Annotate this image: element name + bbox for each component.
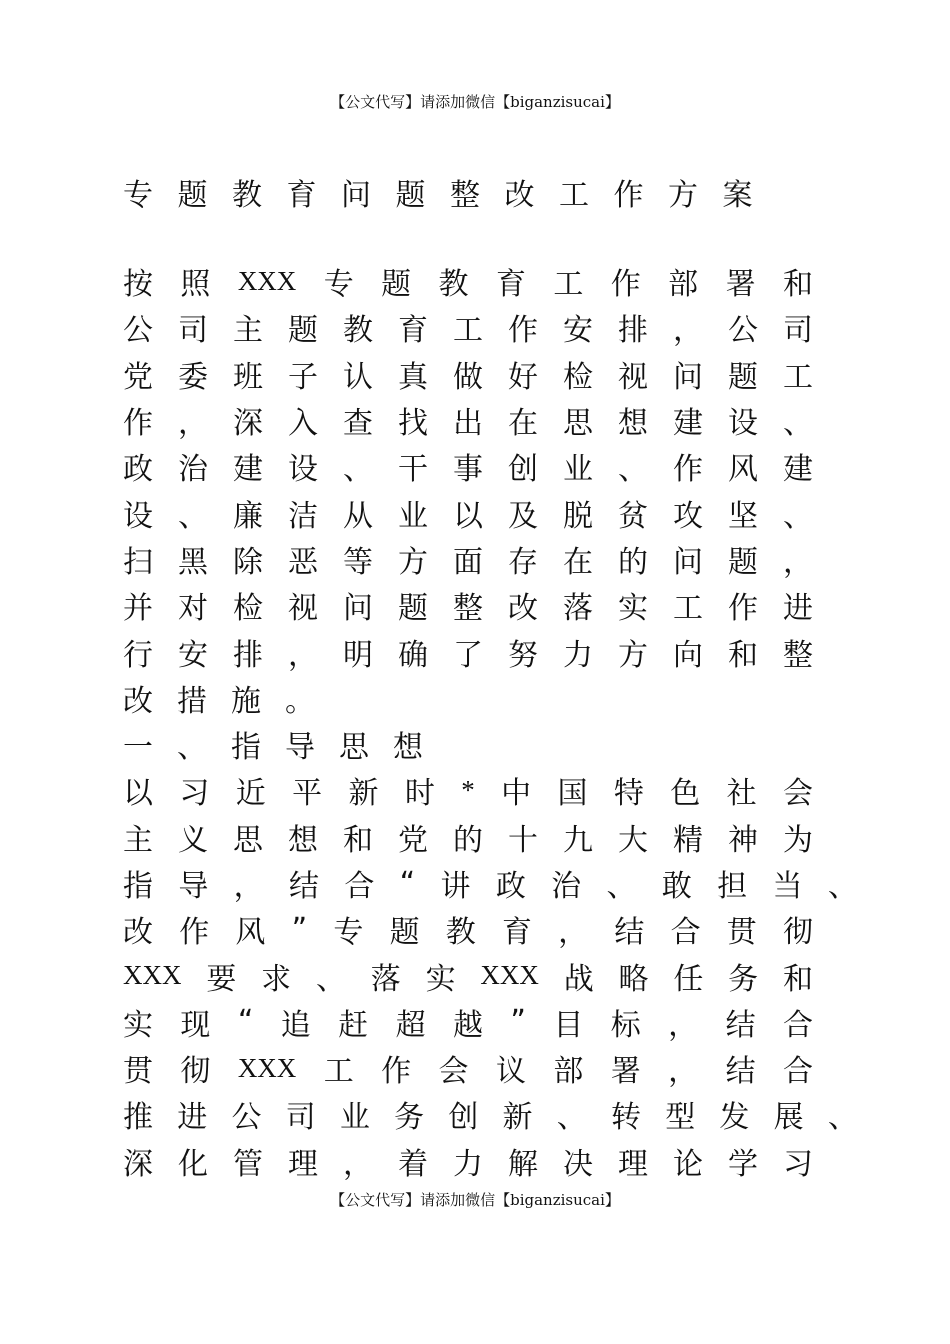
body-char: 和: [343, 822, 373, 858]
body-char: 务: [728, 961, 759, 997]
body-char: 向: [673, 637, 703, 673]
body-char: 略: [618, 961, 649, 997]
body-char: 会: [783, 776, 813, 812]
body-line: [123, 1045, 813, 1091]
body-char: 攻: [673, 498, 703, 534]
body-char: 求: [261, 961, 292, 997]
body-char: 要: [206, 961, 237, 997]
body-char: *: [461, 774, 475, 805]
body-char: ，: [558, 915, 589, 951]
body-char: 论: [673, 1146, 703, 1182]
body-char: 题: [728, 359, 758, 395]
body-char: 合: [782, 1054, 813, 1090]
body-char: 风: [728, 452, 758, 488]
body-char: 习: [783, 1146, 813, 1182]
body-char: 、: [315, 961, 346, 997]
body-line: [123, 397, 813, 443]
body-char: 工: [783, 359, 813, 395]
body-char: 方: [618, 637, 648, 673]
body-char: 问: [673, 544, 703, 580]
body-char: 国: [557, 776, 588, 812]
body-char: 改: [123, 915, 153, 951]
body-char: 主: [123, 822, 153, 858]
body-char: “: [237, 1004, 254, 1040]
body-char: XXX: [123, 960, 182, 991]
body-line: [123, 814, 813, 860]
body-line: [123, 906, 813, 952]
body-char: 当: [772, 869, 803, 904]
body-char: 及: [508, 498, 538, 534]
body-char: 一: [123, 730, 153, 766]
body-char: 目: [553, 1007, 584, 1043]
body-char: 实: [123, 1007, 153, 1043]
body-char: “: [399, 865, 416, 901]
body-char: 工: [453, 313, 483, 349]
body-char: 题: [389, 915, 420, 951]
body-char: XXX: [237, 265, 297, 296]
body-char: XXX: [237, 1052, 297, 1083]
body-char: 作: [728, 591, 758, 627]
body-char: 十: [508, 822, 538, 858]
body-line: [123, 1091, 858, 1137]
body-char: 风: [235, 915, 266, 951]
body-char: 思: [339, 730, 369, 766]
body-char: 、: [783, 498, 813, 534]
body-char: 按: [123, 267, 153, 303]
body-char: 入: [288, 406, 318, 442]
body-char: 对: [178, 591, 208, 627]
body-char: 确: [398, 637, 428, 673]
body-char: 想: [393, 730, 423, 766]
body-char: 安: [563, 313, 593, 349]
body-char: 神: [728, 822, 758, 858]
body-char: 题: [381, 267, 412, 303]
body-char: 专: [323, 267, 354, 303]
body-char: 务: [394, 1100, 425, 1136]
body-char: 、: [556, 1100, 587, 1136]
body-char: 作: [673, 452, 703, 488]
body-char: ，: [343, 1146, 373, 1182]
body-char: 和: [782, 961, 813, 997]
body-char: 设: [728, 406, 758, 442]
body-char: 社: [726, 776, 757, 812]
body-char: 贯: [726, 915, 757, 951]
body-char: 以: [453, 498, 483, 534]
body-char: 育: [398, 313, 428, 349]
body-char: 题: [728, 544, 758, 580]
body-line: [123, 675, 813, 721]
body-char: 司: [783, 313, 813, 349]
body-char: 学: [728, 1146, 758, 1182]
body-char: 并: [123, 591, 153, 627]
body-char: 教: [438, 267, 469, 303]
body-char: 施: [231, 683, 261, 719]
body-char: 建: [673, 406, 703, 442]
body-char: 公: [123, 313, 153, 349]
body-char: 色: [670, 776, 701, 812]
body-char: 安: [178, 637, 208, 673]
body-char: 平: [292, 776, 323, 812]
body-char: 的: [618, 544, 648, 580]
body-char: 深: [123, 1146, 153, 1182]
body-char: 等: [343, 544, 373, 580]
body-char: 除: [233, 544, 263, 580]
body-char: 创: [508, 452, 538, 488]
body-char: 题: [288, 313, 318, 349]
body-char: 教: [343, 313, 373, 349]
body-char: 赶: [338, 1007, 369, 1043]
body-char: 视: [618, 359, 648, 395]
body-char: 推: [123, 1100, 153, 1136]
body-char: 议: [495, 1054, 526, 1090]
body-char: 想: [618, 406, 648, 442]
body-char: 深: [233, 406, 263, 442]
body-char: 结: [288, 869, 319, 904]
body-line: [123, 999, 813, 1045]
body-char: 落: [563, 591, 593, 627]
body-char: 了: [453, 637, 483, 673]
body-char: 敢: [661, 869, 692, 904]
body-char: 合: [344, 869, 375, 904]
body-char: 工: [553, 267, 584, 303]
body-char: 彻: [782, 915, 813, 951]
body-char: 工: [673, 591, 703, 627]
body-char: 导: [285, 730, 315, 766]
body-char: 排: [233, 637, 263, 673]
body-char: ，: [178, 406, 208, 442]
body-char: 检: [563, 359, 593, 395]
body-char: 时: [404, 776, 435, 812]
body-char: 理: [288, 1146, 318, 1182]
body-char: 导: [178, 869, 209, 904]
body-char: 问: [343, 591, 373, 627]
body-char: ，: [288, 637, 318, 673]
body-char: 特: [613, 776, 644, 812]
body-line: [123, 860, 858, 906]
body-char: 廉: [233, 498, 263, 534]
body-char: 解: [508, 1146, 538, 1182]
body-char: 进: [177, 1100, 208, 1136]
body-char: 新: [348, 776, 379, 812]
body-char: 黑: [178, 544, 208, 580]
body-char: 近: [235, 776, 266, 812]
body-char: 照: [180, 267, 211, 303]
body-char: 公: [728, 313, 758, 349]
body-char: 署: [725, 267, 756, 303]
body-char: 、: [827, 1100, 858, 1136]
body-char: 改: [123, 683, 153, 719]
body-char: 查: [343, 406, 373, 442]
body-char: 超: [395, 1007, 426, 1043]
body-char: 在: [508, 406, 538, 442]
body-line: [123, 582, 813, 628]
body-char: 越: [452, 1007, 483, 1043]
body-line: [123, 443, 813, 489]
body-char: 理: [618, 1146, 648, 1182]
body-char: 主: [233, 313, 263, 349]
body-char: 思: [233, 822, 263, 858]
body-char: 展: [773, 1100, 804, 1136]
body-char: 型: [665, 1100, 696, 1136]
body-char: 委: [178, 359, 208, 395]
body-char: 方: [398, 544, 428, 580]
body-char: 实: [618, 591, 648, 627]
body-char: 化: [178, 1146, 208, 1182]
body-char: 中: [501, 776, 532, 812]
body-char: 想: [288, 822, 318, 858]
body-char: 整: [783, 637, 813, 673]
body-char: 作: [610, 267, 641, 303]
body-char: 明: [343, 637, 373, 673]
body-char: 会: [438, 1054, 469, 1090]
body-char: 班: [233, 359, 263, 395]
body-char: 排: [618, 313, 648, 349]
body-char: 视: [288, 591, 318, 627]
body-char: 脱: [563, 498, 593, 534]
body-char: 建: [233, 452, 263, 488]
body-char: 新: [502, 1100, 533, 1136]
body-char: 政: [495, 869, 526, 904]
body-char: 认: [343, 359, 373, 395]
body-char: 、: [606, 869, 637, 904]
body-char: 部: [553, 1054, 584, 1090]
body-char: 部: [668, 267, 699, 303]
body-char: 力: [563, 637, 593, 673]
body-char: 力: [453, 1146, 483, 1182]
body-char: 义: [178, 822, 208, 858]
body-char: 为: [783, 822, 813, 858]
body-char: 措: [177, 683, 207, 719]
body-char: 结: [725, 1054, 756, 1090]
body-char: 思: [563, 406, 593, 442]
body-char: 指: [231, 730, 261, 766]
body-char: 教: [445, 915, 476, 951]
body-char: 实: [425, 961, 456, 997]
body-char: 和: [782, 267, 813, 303]
body-char: 努: [508, 637, 538, 673]
body-char: 创: [448, 1100, 479, 1136]
body-char: 作: [123, 406, 153, 442]
body-char: 找: [398, 406, 428, 442]
body-char: 面: [453, 544, 483, 580]
body-char: 整: [453, 591, 483, 627]
body-char: 洁: [288, 498, 318, 534]
body-char: 署: [610, 1054, 641, 1090]
body-char: 、: [178, 498, 208, 534]
body-char: 九: [563, 822, 593, 858]
body-char: 恶: [288, 544, 318, 580]
body-line: [123, 952, 813, 998]
body-char: 精: [673, 822, 703, 858]
body-char: 在: [563, 544, 593, 580]
body-char: 做: [453, 359, 483, 395]
body-char: 转: [610, 1100, 641, 1136]
body-char: 、: [177, 730, 207, 766]
body-char: 党: [123, 359, 153, 395]
body-char: 专: [333, 915, 364, 951]
body-char: 标: [610, 1007, 641, 1043]
body-char: 治: [551, 869, 582, 904]
body-char: 讲: [440, 869, 471, 904]
body-char: 业: [563, 452, 593, 488]
body-char: 合: [670, 915, 701, 951]
body-char: 进: [783, 591, 813, 627]
body-char: 、: [827, 869, 858, 904]
body-char: 好: [508, 359, 538, 395]
body-char: XXX: [480, 960, 539, 991]
body-char: 司: [178, 313, 208, 349]
body-char: 作: [508, 313, 538, 349]
body-char: 从: [343, 498, 373, 534]
body-char: 育: [495, 267, 526, 303]
body-char: 作: [179, 915, 210, 951]
body-char: 真: [398, 359, 428, 395]
body-text: [123, 258, 858, 1184]
body-char: 现: [180, 1007, 211, 1043]
body-line: [123, 767, 813, 813]
body-line: [123, 304, 813, 350]
body-char: 习: [179, 776, 210, 812]
body-line: [123, 351, 813, 397]
body-line: [123, 628, 813, 674]
body-char: 政: [123, 452, 153, 488]
body-char: ，: [668, 1054, 699, 1090]
body-char: 彻: [180, 1054, 211, 1090]
body-char: 追: [280, 1007, 311, 1043]
body-char: 治: [178, 452, 208, 488]
header-note: 【公文代写】请添加微信【biganzisucai】: [330, 93, 620, 111]
body-char: 任: [673, 961, 704, 997]
body-char: 育: [501, 915, 532, 951]
body-line: [123, 536, 813, 582]
body-char: 子: [288, 359, 318, 395]
body-char: ”: [291, 911, 308, 947]
body-char: 设: [288, 452, 318, 488]
body-char: 结: [725, 1007, 756, 1043]
body-char: 业: [339, 1100, 370, 1136]
body-char: ”: [510, 1004, 526, 1040]
body-char: 工: [323, 1054, 354, 1090]
body-char: 战: [563, 961, 594, 997]
body-char: 事: [453, 452, 483, 488]
body-char: 落: [370, 961, 401, 997]
body-char: 党: [398, 822, 428, 858]
body-char: 行: [123, 637, 153, 673]
body-char: ，: [233, 869, 264, 904]
body-char: 设: [123, 498, 153, 534]
body-char: 出: [453, 406, 483, 442]
body-char: 坚: [728, 498, 758, 534]
body-char: 业: [398, 498, 428, 534]
body-char: 担: [717, 869, 748, 904]
body-line: [123, 1138, 813, 1184]
body-char: 。: [285, 683, 315, 719]
body-char: 检: [233, 591, 263, 627]
body-char: 干: [398, 452, 428, 488]
body-char: 合: [782, 1007, 813, 1043]
body-char: 扫: [123, 544, 153, 580]
body-char: 发: [719, 1100, 750, 1136]
body-char: 指: [123, 869, 153, 904]
body-line: [123, 258, 813, 304]
body-char: 以: [123, 776, 153, 812]
body-char: 决: [563, 1146, 593, 1182]
body-char: 、: [343, 452, 373, 488]
body-char: 存: [508, 544, 538, 580]
body-char: 结: [614, 915, 645, 951]
body-char: 和: [728, 637, 758, 673]
body-char: 贯: [123, 1054, 153, 1090]
body-char: 管: [233, 1146, 263, 1182]
body-char: ，: [668, 1007, 699, 1043]
body-char: 大: [618, 822, 648, 858]
body-char: 题: [398, 591, 428, 627]
body-char: 建: [783, 452, 813, 488]
body-char: 的: [453, 822, 483, 858]
body-char: 、: [618, 452, 648, 488]
body-line: [123, 721, 813, 767]
footer-note: 【公文代写】请添加微信【biganzisucai】: [330, 1191, 620, 1209]
body-char: 贫: [618, 498, 648, 534]
body-char: 公: [231, 1100, 262, 1136]
body-char: 问: [673, 359, 703, 395]
body-char: 着: [398, 1146, 428, 1182]
document-title: 专题教育问题整改工作方案: [123, 178, 777, 213]
body-char: ，: [783, 544, 813, 580]
body-char: ，: [673, 313, 703, 349]
body-line: [123, 489, 813, 535]
body-char: 改: [508, 591, 538, 627]
body-char: 作: [381, 1054, 412, 1090]
body-char: 、: [783, 406, 813, 442]
body-char: 司: [285, 1100, 316, 1136]
